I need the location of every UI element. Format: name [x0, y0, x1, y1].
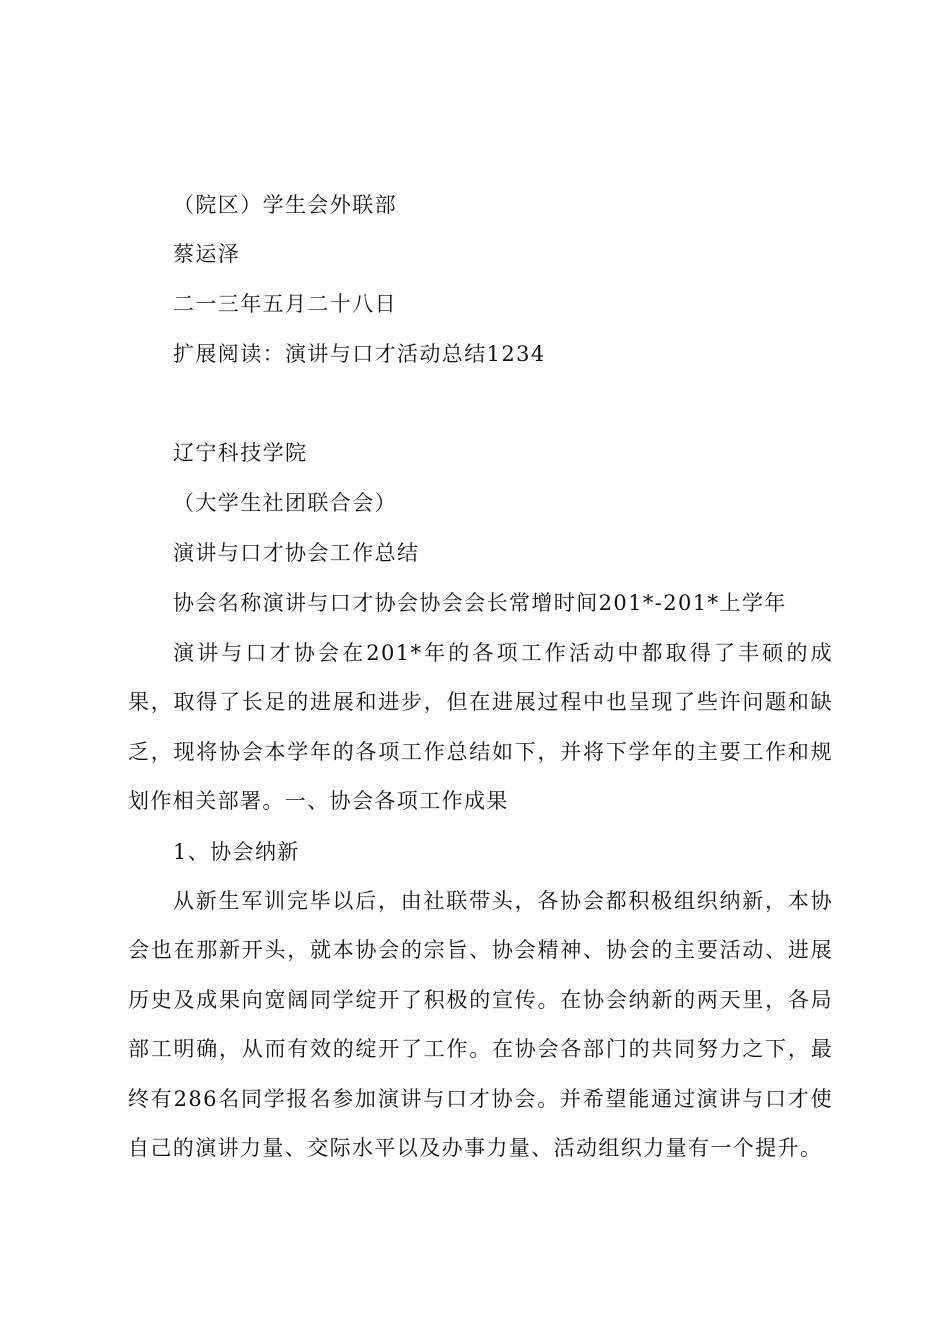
section-1-heading: 1、协会纳新 — [173, 840, 300, 864]
intro-paragraph: 演讲与口才协会在201*年的各项工作活动中都取得了丰硕的成果，取得了长足的进展和进步，但在进展过程中也呈现了些许问题和缺乏，现将协会本学年的各项工作总结如下，并将下学年的主要工作和规划作相关部署。一、协会各项工作成果 — [128, 641, 833, 814]
report-title: 演讲与口才协会工作总结 — [173, 541, 420, 565]
school-name: 辽宁科技学院 — [173, 441, 308, 465]
section-1-paragraph: 从新生军训完毕以后，由社联带头，各协会都积极组织纳新，本协会也在那新开头，就本协会的宗旨、协会精神、协会的主要活动、进展历史及成果向宽阔同学绽开了积极的宣传。在协会纳新的两天里，各局部工明确，从而有效的绽开了工作。在协会各部门的共同努力之下，最终有286名同学报名参加演讲与口才协会。并希望能通过演讲与口才使自己的演讲力量、交际水平以及办事力量、活动组织力量有一个提升。 — [128, 889, 833, 1161]
union-name: （大学生社团联合会） — [173, 491, 397, 515]
extended-reading-line: 扩展阅读：演讲与口才活动总结1234 — [173, 342, 546, 366]
meta-line: 协会名称演讲与口才协会协会会长常增时间201*-201*上学年 — [173, 591, 787, 615]
date-line: 二一三年五月二十八日 — [173, 292, 397, 316]
author-name: 蔡运泽 — [173, 242, 241, 266]
org-line: （院区）学生会外联部 — [173, 193, 397, 217]
